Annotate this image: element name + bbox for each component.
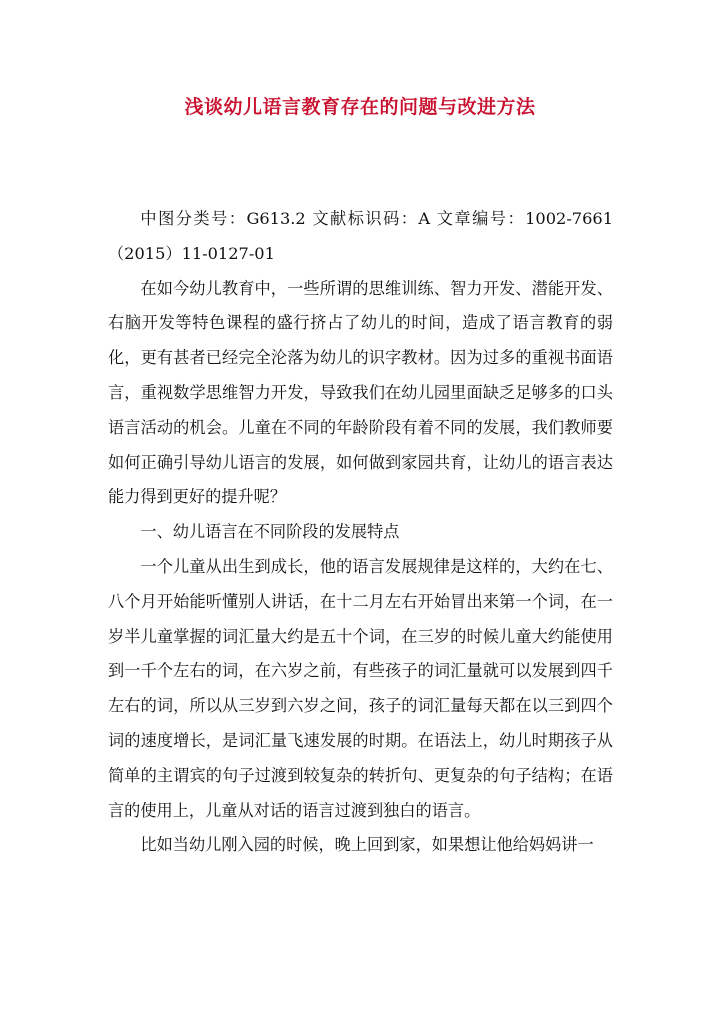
section-heading: 一、幼儿语言在不同阶段的发展特点: [140, 522, 400, 542]
document-title: 浅谈幼儿语言教育存在的问题与改进方法: [184, 96, 536, 118]
section-paragraph-2: 比如当幼儿刚入园的时候，晚上回到家，如果想让他给妈妈讲一: [140, 835, 594, 855]
document-body: [108, 202, 613, 863]
classification-line: 中图分类号：G613.2 文献标识码：A 文章编号：1002-7661（2015）11-0127-01: [108, 209, 613, 263]
section-paragraph-1: 一个儿童从出生到成长，他的语言发展规律是这样的，大约在七、八个月开始能听懂别人讲话，在十二月左右开始冒出来第一个词，在一岁半儿童掌握的词汇量大约是五十个词，在三岁的时候儿童大约能使用到一千个左右的词，在六岁之前，有些孩子的词汇量就可以发展到四千左右的词，所以从三岁到六岁之间，孩子的词汇量每天都在以三到四个词的速度增长，是词汇量飞速发展的时期。在语法上，幼儿时期孩子从简单的主谓宾的句子过渡到较复杂的转折句、更复杂的句子结构；在语言的使用上，儿童从对话的语言过渡到独白的语言。: [108, 556, 613, 820]
intro-paragraph: 在如今幼儿教育中，一些所谓的思维训练、智力开发、潜能开发、右脑开发等特色课程的盛行挤占了幼儿的时间，造成了语言教育的弱化，更有甚者已经完全沦落为幼儿的识字教材。因为过多的重视书面语言，重视数学思维智力开发，导致我们在幼儿园里面缺乏足够多的口头语言活动的机会。儿童在不同的年龄阶段有着不同的发展，我们教师要如何正确引导幼儿语言的发展，如何做到家园共育，让幼儿的语言表达能力得到更好的提升呢？: [108, 278, 613, 507]
